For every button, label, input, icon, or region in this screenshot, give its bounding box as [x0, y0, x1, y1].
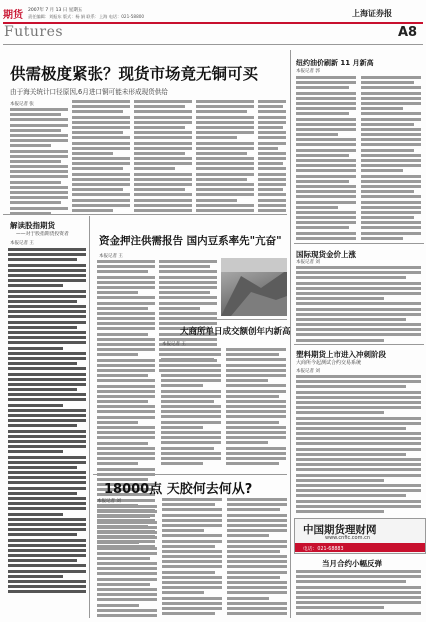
- masthead: [0, 0, 426, 50]
- bottom-story-col-1: [97, 505, 157, 619]
- masthead-rule-bottom: [3, 44, 423, 45]
- lead-body-col-5: [258, 100, 286, 214]
- bottom-story-col-2: [162, 498, 222, 617]
- lead-body-col-1: [10, 108, 68, 217]
- feature-photo: [221, 258, 287, 316]
- right-bottom-title: 当月合约小幅反弹: [322, 559, 382, 568]
- editor-line: 责任编辑：刘振东 版式：杨 娟 联系：上海 电话：021-58800: [28, 14, 145, 19]
- lead-headline: 供需极度紧张？现货市场竟无铜可买: [10, 65, 259, 83]
- bottom-story-rule: [93, 474, 287, 475]
- left-column-divider: [89, 216, 90, 618]
- left-column-byline: 本报记者 王: [10, 241, 34, 246]
- lead-body-col-2: [72, 100, 130, 214]
- date-line: 2007年 7 月 13 日 星期五: [28, 8, 83, 13]
- section-name: 期货: [3, 10, 23, 21]
- page-number: A8: [398, 25, 418, 40]
- ad-phone-bar: [295, 543, 425, 552]
- ad-brand: 中国期货理财网: [303, 524, 377, 536]
- bottom-story-byline: 本报记者 刘: [97, 499, 121, 504]
- mid-story-col-2: [226, 348, 286, 467]
- right-divider-2: [294, 344, 424, 345]
- right-story2-subtitle: 大商所今起测试合约交易系统: [296, 360, 362, 366]
- right-top-title: 纽约油价刷新 11 月新高: [296, 59, 374, 67]
- left-column-title: 解读股指期货: [10, 221, 55, 230]
- right-bottom-body: [296, 570, 421, 617]
- mid-story-headline: 大商所单日成交额创年内新高: [180, 327, 291, 337]
- lead-subhead: 由于海关统计口径原因,6月进口铜可能未形成现货供给: [10, 88, 168, 96]
- mid-story-rule: [159, 319, 287, 320]
- feature-headline: 资金押注供需报告 国内豆系率先"亢奋": [99, 235, 282, 247]
- mid-story-col-1: [161, 348, 221, 467]
- masthead-rule: [3, 22, 423, 24]
- right-mid-byline: 本报记者 刘: [296, 260, 320, 265]
- grain-pile-image: [221, 258, 287, 316]
- bottom-story-headline: 18000点 天胶何去何从?: [104, 482, 253, 497]
- right-story2-body: [296, 375, 421, 515]
- right-top-col-1: [296, 76, 356, 242]
- feature-byline: 本报记者 王: [99, 254, 123, 259]
- bottom-story-col-3: [227, 498, 287, 617]
- ad-url[interactable]: www.cnfic.com.cn: [325, 535, 370, 541]
- right-story2-byline: 本报记者 刘: [296, 369, 320, 374]
- ad-phone: 电话：021-68883: [303, 546, 344, 552]
- right-top-col-2: [361, 76, 421, 242]
- right-divider-1: [294, 243, 424, 244]
- left-column-body: [8, 248, 86, 596]
- section-english: Futures: [4, 24, 64, 40]
- left-top-rule: [3, 214, 287, 215]
- lead-byline: 本报记者 张: [10, 102, 34, 107]
- lead-body-col-3: [134, 100, 192, 214]
- right-story2-title: 塑料期货上市进入冲刺阶段: [296, 350, 386, 359]
- right-mid-body: [296, 266, 421, 344]
- left-column-subtitle: ——对于股指期货投资者: [16, 232, 69, 237]
- ad-box[interactable]: [294, 518, 426, 554]
- right-top-byline: 本报记者 郭: [296, 69, 320, 74]
- paper-name: 上海证券报: [352, 8, 392, 18]
- right-mid-title: 国际现货金价上涨: [296, 250, 356, 259]
- lead-body-col-4: [196, 100, 254, 214]
- mid-story-byline: 本报记者 王: [162, 342, 186, 347]
